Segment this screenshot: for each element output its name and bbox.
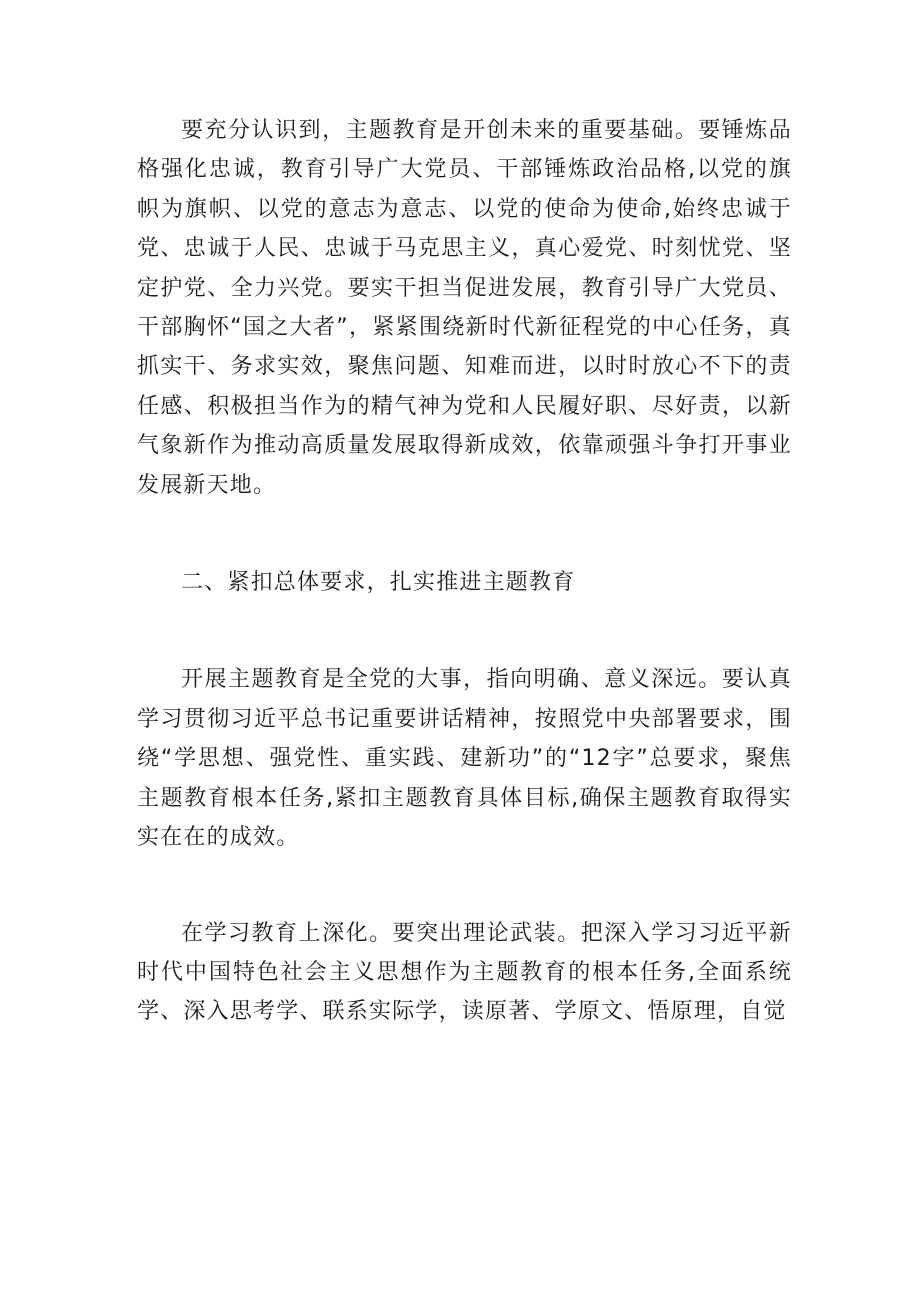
document-body <box>137 111 792 1032</box>
paragraph-spacer <box>137 602 792 660</box>
paragraph-spacer <box>137 858 792 914</box>
paragraph-3: 在学习教育上深化。要突出理论武装。把深入学习习近平新时代中国特色社会主义思想作为主题教育的根本任务,全面系统学、深入思考学、联系实际学，读原著、学原文、悟原理，自觉 <box>137 920 792 1025</box>
paragraph-2: 开展主题教育是全党的大事，指向明确、意义深远。要认真学习贯彻习近平总书记重要讲话精神，按照党中央部署要求，围绕“学思想、强党性、重实践、建新功”的“12字”总要求，聚焦主题教育根本任务,紧扣主题教育具体目标,确保主题教育取得实实在在的成效。 <box>137 667 792 851</box>
paragraph-1: 要充分认识到，主题教育是开创未来的重要基础。要锤炼品格强化忠诚，教育引导广大党员、干部锤炼政治品格,以党的旗帜为旗帜、以党的意志为意志、以党的使命为使命,始终忠诚于党、忠诚于人民、忠诚于马克思主义，真心爱党、时刻忧党、坚定护党、全力兴党。要实干担当促进发展，教育引导广大党员、干部胸怀“国之大者”，紧紧围绕新时代新征程党的中心任务，真抓实干、务求实效，聚焦问题、知难而进，以时时放心不下的责任感、积极担当作为的精气神为党和人民履好职、尽好责，以新气象新作为推动高质量发展取得新成效，依靠顽强斗争打开事业发展新天地。 <box>137 118 792 498</box>
paragraph-spacer <box>137 505 792 563</box>
section-heading: 二、紧扣总体要求，扎实推进主题教育 <box>181 570 576 596</box>
